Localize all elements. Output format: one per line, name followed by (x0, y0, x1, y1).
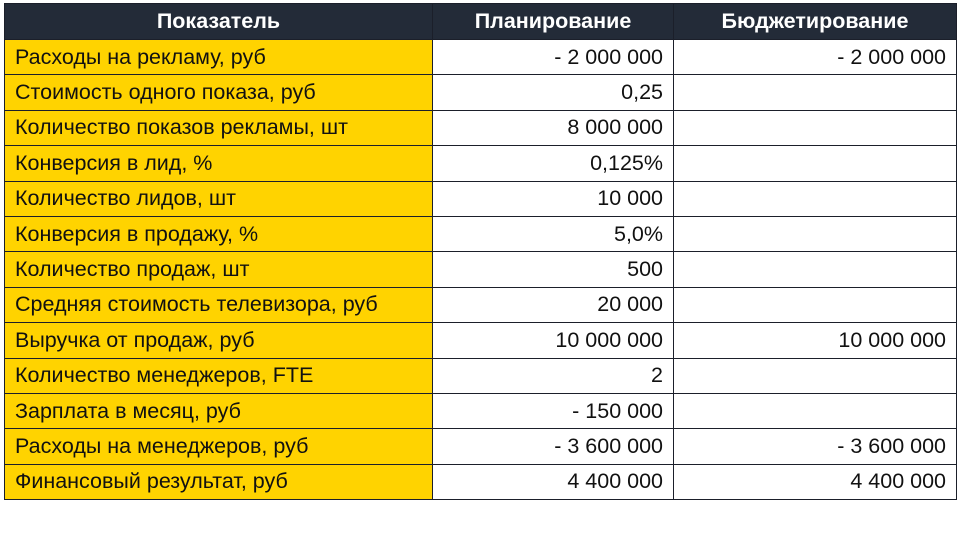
table-row (5, 287, 957, 322)
table-row (5, 216, 957, 251)
indicator-table (4, 3, 957, 500)
table-row (5, 75, 957, 110)
row-label: Выручка от продаж, руб (5, 323, 433, 358)
budgeting-value (674, 287, 957, 322)
budgeting-value (674, 110, 957, 145)
budgeting-value: 10 000 000 (674, 323, 957, 358)
planning-value: 2 (433, 358, 674, 393)
table-row (5, 358, 957, 393)
planning-value: 500 (433, 252, 674, 287)
table-row (5, 464, 957, 499)
table-row (5, 146, 957, 181)
table-body (5, 40, 957, 500)
row-label: Количество менеджеров, FTE (5, 358, 433, 393)
planning-value: - 2 000 000 (433, 40, 674, 75)
budgeting-value: - 3 600 000 (674, 429, 957, 464)
planning-value: 0,125% (433, 146, 674, 181)
budgeting-value (674, 146, 957, 181)
row-label: Количество лидов, шт (5, 181, 433, 216)
header-planning: Планирование (433, 4, 674, 40)
planning-value: 20 000 (433, 287, 674, 322)
row-label: Конверсия в лид, % (5, 146, 433, 181)
table-row (5, 110, 957, 145)
table-row (5, 323, 957, 358)
budgeting-value (674, 358, 957, 393)
budgeting-value: 4 400 000 (674, 464, 957, 499)
table-row (5, 393, 957, 428)
row-label: Расходы на рекламу, руб (5, 40, 433, 75)
row-label: Конверсия в продажу, % (5, 216, 433, 251)
table-row (5, 429, 957, 464)
budgeting-value (674, 75, 957, 110)
row-label: Стоимость одного показа, руб (5, 75, 433, 110)
table-row (5, 40, 957, 75)
planning-value: 0,25 (433, 75, 674, 110)
row-label: Средняя стоимость телевизора, руб (5, 287, 433, 322)
table-header-row (5, 4, 957, 40)
budgeting-value (674, 216, 957, 251)
planning-value: 8 000 000 (433, 110, 674, 145)
table-row (5, 252, 957, 287)
planning-value: 10 000 000 (433, 323, 674, 358)
planning-value: - 150 000 (433, 393, 674, 428)
header-indicator: Показатель (5, 4, 433, 40)
budgeting-value (674, 252, 957, 287)
budgeting-value (674, 181, 957, 216)
header-budgeting: Бюджетирование (674, 4, 957, 40)
budgeting-value: - 2 000 000 (674, 40, 957, 75)
row-label: Количество продаж, шт (5, 252, 433, 287)
table-row (5, 181, 957, 216)
row-label: Расходы на менеджеров, руб (5, 429, 433, 464)
planning-value: 5,0% (433, 216, 674, 251)
planning-value: 10 000 (433, 181, 674, 216)
planning-value: 4 400 000 (433, 464, 674, 499)
row-label: Зарплата в месяц, руб (5, 393, 433, 428)
budgeting-value (674, 393, 957, 428)
row-label: Финансовый результат, руб (5, 464, 433, 499)
row-label: Количество показов рекламы, шт (5, 110, 433, 145)
planning-value: - 3 600 000 (433, 429, 674, 464)
